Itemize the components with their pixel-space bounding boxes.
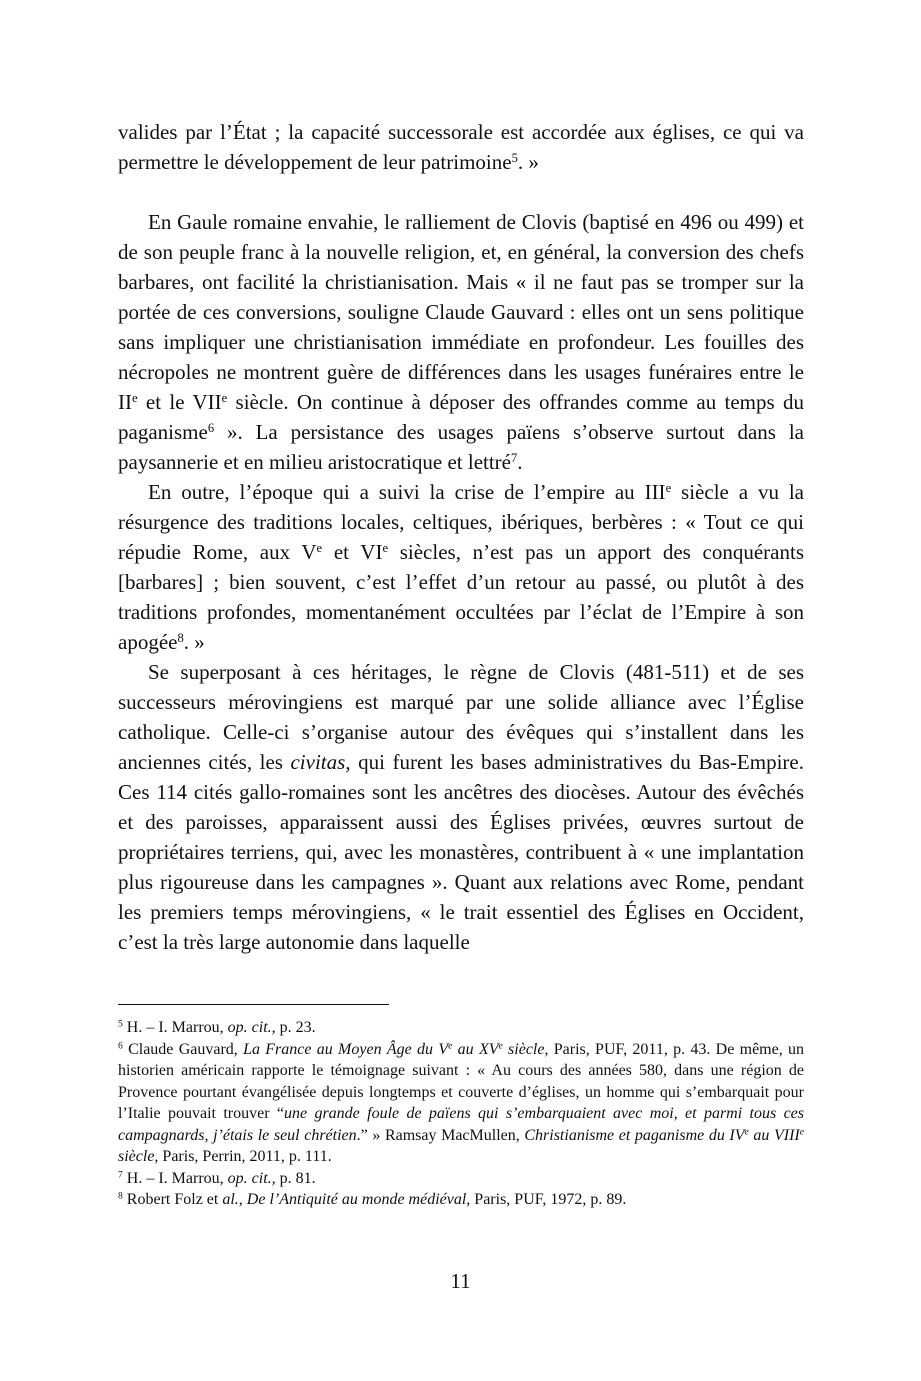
footnotes: [118, 1017, 804, 1211]
italic-text: op. cit.,: [227, 1019, 276, 1036]
italic-text: au VIII: [748, 1126, 800, 1144]
text-run: , Paris, PUF, 1972, p. 89.: [466, 1191, 627, 1208]
footnote-8: [118, 1189, 804, 1211]
footnote-number: 5: [118, 1018, 123, 1030]
superscript: e: [221, 391, 228, 406]
italic-term: civitas: [290, 750, 346, 774]
superscript: e: [498, 1040, 503, 1052]
superscript: e: [744, 1126, 749, 1138]
superscript: e: [448, 1040, 453, 1052]
italic-text: Christianisme et paganisme du IV: [524, 1126, 745, 1144]
paragraph-4: [118, 657, 804, 957]
text-run: Paris, Perrin, 2011, p. 111.: [158, 1148, 332, 1165]
text-run: valides par l’État ; la capacité successorale est accordée aux églises, ce qui va permettre le développement de leur patrimoine: [118, 120, 804, 174]
text-run: siècle a vu la résurgence des traditions locales, celtiques, ibériques, berbères : « Tout ce qui répudie Rome, aux V: [118, 480, 805, 564]
italic-text: La France au Moyen Âge du V: [243, 1040, 449, 1058]
italic-text: au XV: [452, 1040, 499, 1058]
text-run: , qui furent les bases administratives du Bas-Empire. Ces 114 cités gallo-romaines sont les ancêtres des diocèses. Autour des évêchés et des paroisses, apparaissent aussi des Églises privées, œuvres surtout de propriétaires terriens, qui, avec les monastères, contribuent à « une implantation plus rigoureuse dans les campagnes ». Quant aux relations avec Rome, pendant les premiers temps mérovingiens, « le trait essentiel des Églises en Occident, c’est la très large autonomie dans laquelle: [118, 750, 804, 954]
text-run: Claude Gauvard,: [122, 1040, 244, 1058]
footnote-number: 7: [118, 1169, 123, 1181]
paragraph-1: [118, 117, 804, 177]
main-text: [118, 117, 804, 957]
text-run: siècles, n’est pas un apport des conquérants [barbares] ; bien souvent, c’est l’effet d’un retour au passé, ou plutôt à des traditions profondes, momentanément occultées par l’éclat de l’Empire à son apogée: [118, 540, 804, 654]
footnote-number: 6: [118, 1040, 123, 1052]
footnote-6: [118, 1039, 804, 1168]
footnote-ref-8[interactable]: 8: [177, 631, 184, 646]
text-run: et le VII: [137, 390, 222, 414]
footnote-ref-5[interactable]: 5: [511, 151, 518, 166]
italic-text: al.,: [222, 1191, 243, 1208]
superscript: e: [799, 1126, 805, 1138]
text-run: .: [517, 450, 523, 474]
superscript: e: [316, 541, 323, 556]
text-run: . »: [183, 630, 205, 654]
italic-text: op. cit.,: [227, 1169, 276, 1187]
text-run: H. – I. Marrou,: [122, 1019, 228, 1036]
text-run: et VI: [322, 540, 383, 564]
text-run: .” » Ramsay MacMullen,: [356, 1126, 525, 1144]
page-number: 11: [450, 1269, 471, 1293]
text-run: Robert Folz et: [122, 1191, 223, 1208]
italic-quote: une grande foule de païens qui s’embarquaient avec moi, et parmi tous ces campagnards, j’étais le seul chrétien: [118, 1105, 804, 1144]
superscript: e: [382, 541, 389, 556]
paragraph-2: [118, 207, 804, 477]
text-run: En Gaule romaine envahie, le ralliement de Clovis (baptisé en 496 ou 499) et de son peuple franc à la nouvelle religion, et, en général, la conversion des chefs barbares, ont facilité la christianisation. Mais « il ne faut pas se tromper sur la portée de ces conversions, souligne Claude Gauvard : elles ont un sens politique sans impliquer une christianisation immédiate en profondeur. Les fouilles des nécropoles ne montrent guère de différences dans les usages funéraires entre le II: [118, 210, 804, 414]
footnote-ref-6[interactable]: 6: [207, 421, 215, 436]
footnote-number: 8: [118, 1190, 123, 1202]
footnote-5: [118, 1017, 804, 1039]
footnote-7: [118, 1168, 804, 1190]
text-run: En outre, l’époque qui a suivi la crise de l’empire au III: [148, 480, 666, 504]
text-run: siècle. On continue à déposer des offrandes comme au temps du paganisme: [118, 390, 805, 444]
text-run: Se superposant à ces héritages, le règne de Clovis (481-511) et de ses successeurs mérovingiens est marqué par une solide alliance avec l’Église catholique. Celle-ci s’organise autour des évêques qui s’installent dans les anciennes cités, les: [118, 660, 804, 774]
text-run: , Paris, PUF, 2011, p. 43. De même, un historien américain rapporte le témoignage suivant : « Au cours des années 580, dans une région de Provence pourtant évangélisée depuis longtemps et couverte d’églises, un homme qui s’embarquait pour l’Italie pouvait trouver “: [118, 1040, 805, 1122]
paragraph-3: [118, 477, 804, 657]
text-run: p. 81.: [275, 1169, 316, 1187]
superscript: e: [132, 391, 138, 406]
text-run: H. – I. Marrou,: [122, 1169, 228, 1187]
text-run: p. 23.: [275, 1019, 316, 1036]
italic-text: siècle,: [118, 1148, 159, 1165]
text-run: . »: [517, 150, 539, 174]
italic-text: De l’Antiquité au monde médiéval: [246, 1191, 467, 1208]
text-run: ». La persistance des usages païens s’observe surtout dans la paysannerie et en milieu aristocratique et lettré: [118, 420, 804, 474]
footnote-ref-7[interactable]: 7: [511, 451, 518, 466]
footnote-separator: [118, 1004, 389, 1005]
italic-text: siècle: [502, 1040, 545, 1058]
superscript: e: [665, 481, 672, 496]
